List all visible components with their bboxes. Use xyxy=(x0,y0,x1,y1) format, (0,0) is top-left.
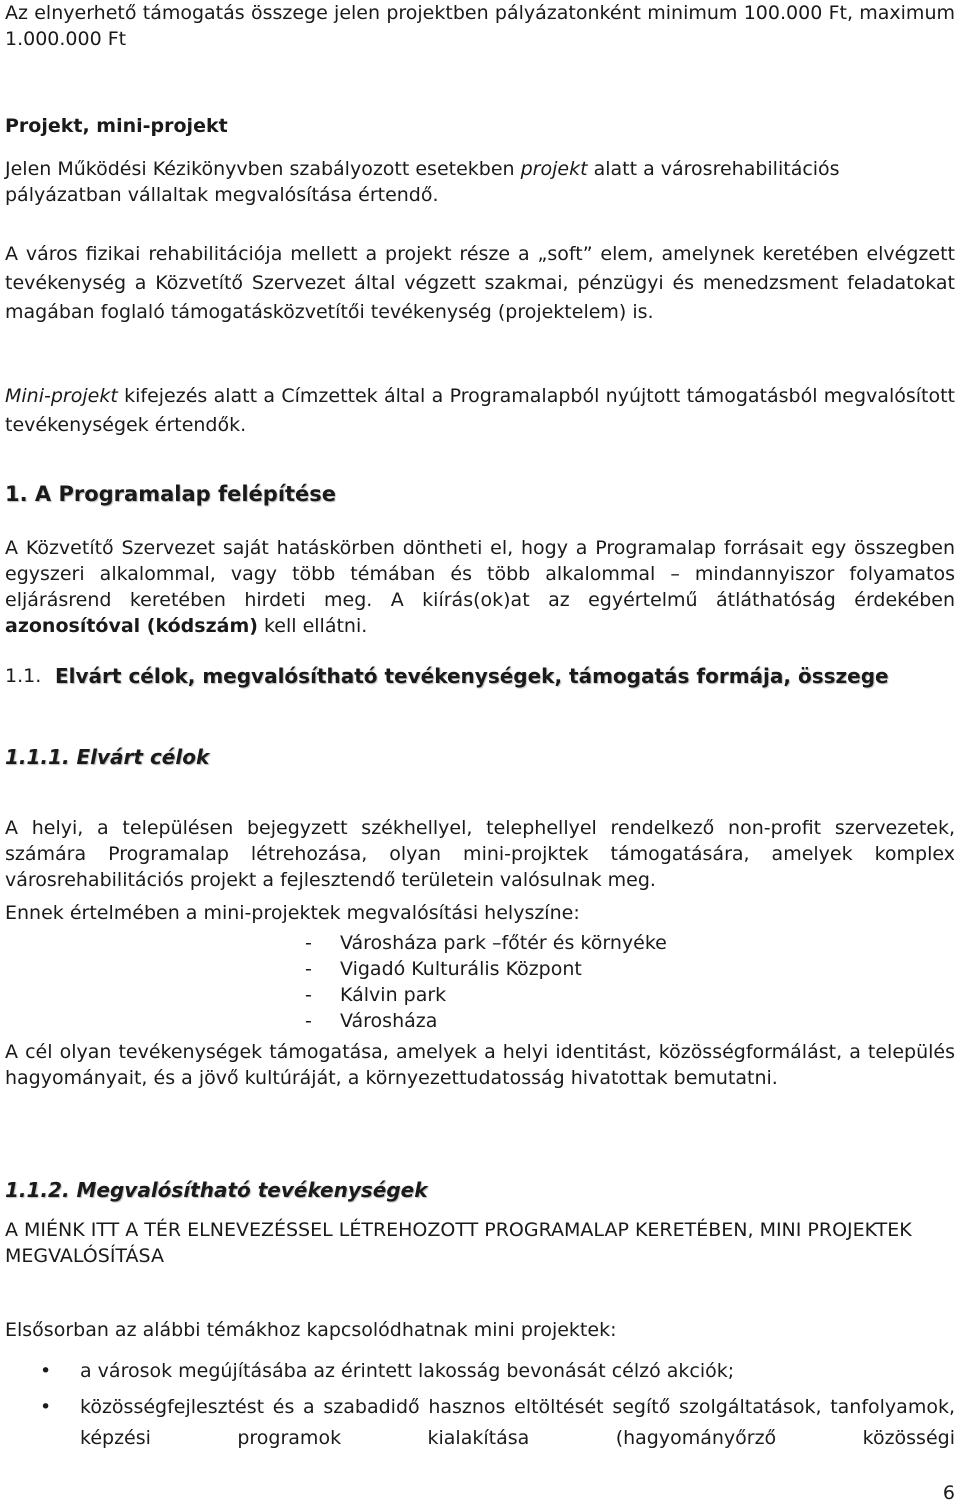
location-list xyxy=(305,930,667,1034)
list-item: • a városok megújításába az érintett lakosság bevonását célzó akciók; xyxy=(40,1360,735,1382)
list-item: - Vigadó Kulturális Központ xyxy=(305,958,582,980)
list-item: - Kálvin park xyxy=(305,984,447,1006)
list-item: • közösségfejlesztést és a szabadidő hasznos eltöltését segítő szolgáltatások, tanfolyamok, képzési programok kialakítása (hagyományőrző közösségi xyxy=(40,1396,955,1449)
emphasis-mini-projekt: Mini-projekt xyxy=(5,385,118,407)
paragraph-amount: Az elnyerhető támogatás összege jelen projektben pályázatonként minimum 100.000 Ft, maximum 1.000.000 Ft xyxy=(5,2,955,50)
heading-1-1-2: 1.1.2. Megvalósítható tevékenységek xyxy=(5,1178,428,1202)
heading-programalap: 1. A Programalap felépítése xyxy=(5,482,337,506)
heading-1-1-number: 1.1. xyxy=(5,665,42,687)
heading-1-1-1: 1.1.1. Elvárt célok xyxy=(5,745,210,769)
list-item: - Városháza xyxy=(305,1010,438,1032)
paragraph-programalap: A Közvetítő Szervezet saját hatáskörben döntheti el, hogy a Programalap forrásait egy összegben egyszeri alkalommal, vagy több témában és több alkalommal – mindannyiszor folyamatos eljárásrend keretében hirdeti meg. A kiírás(ok)at az egyértelmű átláthatóság érdekében azonosítóval (kódszám) kell ellátni. xyxy=(5,537,955,637)
paragraph-projekt: Jelen Működési Kézikönyvben szabályozott esetekben projekt alatt a városrehabilitációs pályázatban vállaltak megvalósítása értendő. xyxy=(5,158,840,206)
paragraph-caps: A MIÉNK ITT A TÉR ELNEVEZÉSSEL LÉTREHOZOTT PROGRAMALAP KERETÉBEN, MINI PROJEKTEK MEGVALÓSÍTÁSA xyxy=(5,1219,912,1267)
emphasis-azonosito: azonosítóval (kódszám) xyxy=(5,615,258,637)
heading-1-1-text: Elvárt célok, megvalósítható tevékenységek, támogatás formája, összege xyxy=(55,664,889,688)
heading-projekt: Projekt, mini-projekt xyxy=(5,115,228,137)
paragraph-helyi: A helyi, a településen bejegyzett székhellyel, telephellyel rendelkező non-profit szervezetek, számára Programalap létrehozása, olyan mini-projktek támogatására, amelyek komplex városrehabilitációs projekt a fejlesztendő területein valósulnak meg. xyxy=(5,817,955,891)
paragraph-mini-projekt: Mini-projekt kifejezés alatt a Címzettek által a Programalapból nyújtott támogatásból megvalósított tevékenységek értendők. xyxy=(5,385,955,436)
paragraph-ennek: Ennek értelmében a mini-projektek megvalósítási helyszíne: xyxy=(5,902,580,924)
paragraph-elsosorban: Elsősorban az alábbi témákhoz kapcsolódhatnak mini projektek: xyxy=(5,1319,617,1341)
heading-1-1 xyxy=(5,662,955,691)
page-number: 6 xyxy=(942,1482,955,1504)
paragraph-soft-element: A város fizikai rehabilitációja mellett a projekt része a „soft” elem, amelynek keretében elvégzett tevékenység a Közvetítő Szervezet által végzett szakmai, pénzügyi és menedzsment feladatokat magában foglaló támogatásközvetítői tevékenység (projektelem) is. xyxy=(5,243,955,323)
list-item: - Városháza park –főtér és környéke xyxy=(305,932,667,954)
emphasis-projekt: projekt xyxy=(520,158,588,180)
paragraph-cel: A cél olyan tevékenységek támogatása, amelyek a helyi identitást, közösségformálást, a település hagyományait, és a jövő kultúráját, a környezettudatosság hivatottak bemutatni. xyxy=(5,1041,955,1089)
topic-list xyxy=(40,1356,955,1454)
